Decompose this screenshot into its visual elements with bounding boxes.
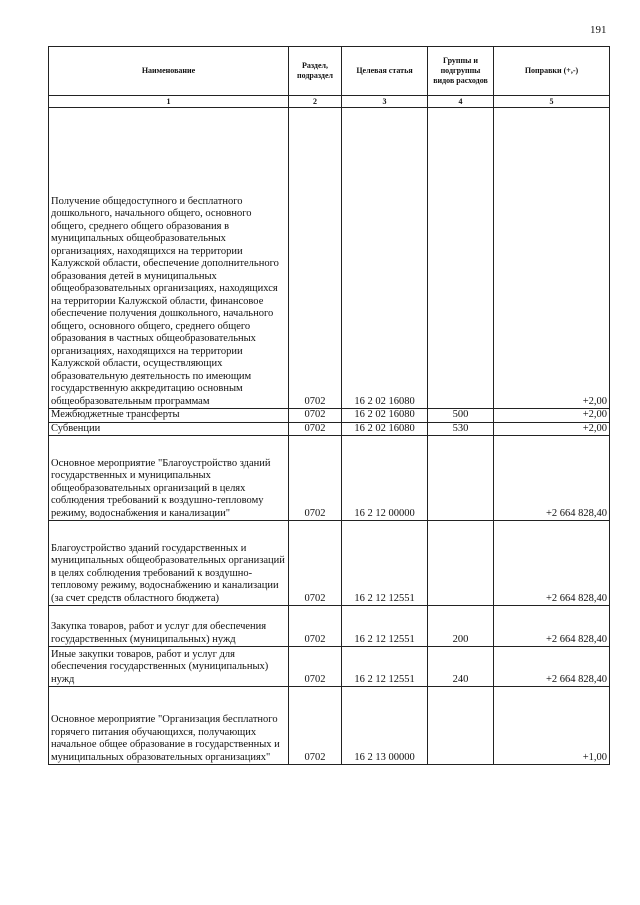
row-section: 0702 [289,687,342,765]
row-section: 0702 [289,647,342,687]
row-amount: +2,00 [494,409,610,423]
row-group [428,521,494,606]
table-row [49,409,610,423]
row-amount: +1,00 [494,687,610,765]
row-name: Закупка товаров, работ и услуг для обеспечения государственных (муниципальных) нужд [49,606,289,647]
row-name: Иные закупки товаров, работ и услуг для обеспечения государственных (муниципальных) нужд [49,647,289,687]
row-group: 500 [428,409,494,423]
row-group: 200 [428,606,494,647]
header-target: Целевая статья [342,47,428,96]
row-amount: +2 664 828,40 [494,606,610,647]
page-number: 191 [590,24,607,36]
table-row [49,422,610,436]
row-target: 16 2 02 16080 [342,422,428,436]
table-row [49,647,610,687]
row-target: 16 2 12 00000 [342,436,428,521]
row-target: 16 2 02 16080 [342,409,428,423]
table-row [49,521,610,606]
row-name: Благоустройство зданий государственных и муниципальных общеобразовательных организаций в целях соблюдения требований к воздушно-тепловому режиму, водоснабжению и канализации (за счет средств областного бюджета) [49,521,289,606]
row-section: 0702 [289,422,342,436]
row-name: Основное мероприятие "Организация бесплатного горячего питания обучающихся, получающих начальное общее образование в государственных и муниципальных образовательных организациях" [49,687,289,765]
row-amount: +2 664 828,40 [494,647,610,687]
row-target: 16 2 13 00000 [342,687,428,765]
column-number: 4 [428,96,494,108]
table-header-row [49,47,610,96]
row-name: Субвенции [49,422,289,436]
table-row [49,687,610,765]
row-name: Межбюджетные трансферты [49,409,289,423]
row-amount: +2 664 828,40 [494,436,610,521]
row-group [428,108,494,409]
row-group: 240 [428,647,494,687]
row-section: 0702 [289,606,342,647]
row-name: Получение общедоступного и бесплатного дошкольного, начального общего, основного общего, среднего общего образования в муниципальных общеобразовательных организациях, находящихся на территории Калужской области, обеспечение дополнительного образования детей в муниципальных общеобразовательных организациях, находящихся на территории Калужской области, финансовое обеспечение получения дошкольного, начального общего, основного общего, среднего общего образования в частных общеобразовательных организациях, находящихся на территории Калужской области, осуществляющих образовательную деятельность по имеющим государственную аккредитацию основным общеобразовательным программам [49,108,289,409]
row-target: 16 2 12 12551 [342,647,428,687]
budget-table [48,46,610,765]
row-group [428,687,494,765]
row-name: Основное мероприятие "Благоустройство зданий государственных и муниципальных общеобразовательных организаций в целях соблюдения требований к воздушно-тепловому режиму, водоснабжения и канализации" [49,436,289,521]
column-number: 1 [49,96,289,108]
column-number: 3 [342,96,428,108]
row-amount: +2,00 [494,422,610,436]
row-target: 16 2 12 12551 [342,521,428,606]
header-section: Раздел, подраздел [289,47,342,96]
table-row [49,606,610,647]
row-amount: +2 664 828,40 [494,521,610,606]
table-row [49,108,610,409]
row-section: 0702 [289,436,342,521]
row-target: 16 2 02 16080 [342,108,428,409]
column-number-row [49,96,610,108]
row-amount: +2,00 [494,108,610,409]
header-name: Наименование [49,47,289,96]
row-group [428,436,494,521]
row-group: 530 [428,422,494,436]
row-section: 0702 [289,409,342,423]
row-section: 0702 [289,108,342,409]
table-row [49,436,610,521]
header-groups: Группы и подгруппы видов расходов [428,47,494,96]
row-section: 0702 [289,521,342,606]
row-target: 16 2 12 12551 [342,606,428,647]
column-number: 2 [289,96,342,108]
header-amendments: Поправки (+,-) [494,47,610,96]
column-number: 5 [494,96,610,108]
